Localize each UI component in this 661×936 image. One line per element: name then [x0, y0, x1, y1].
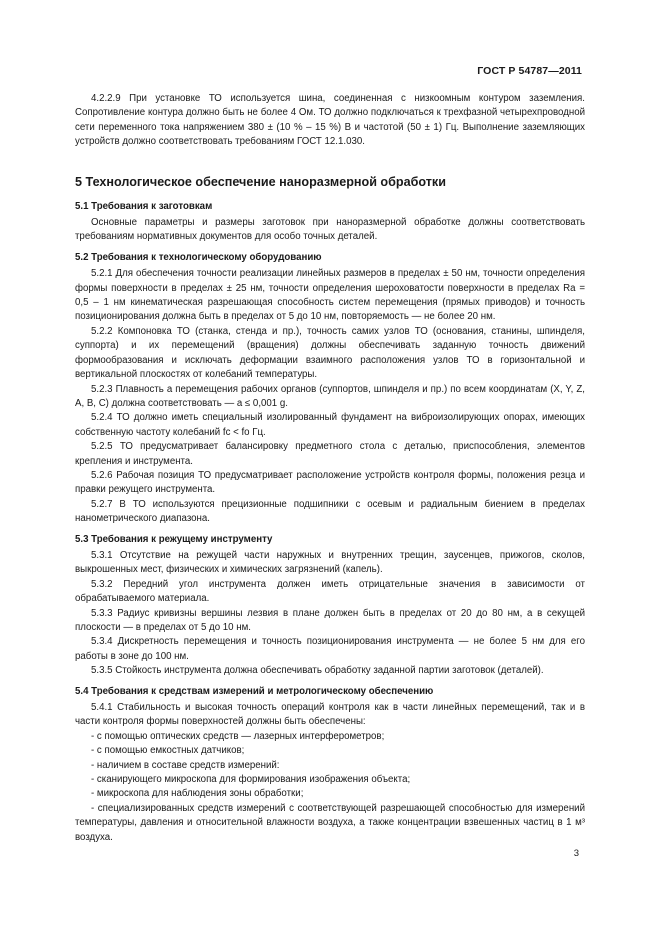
list-item: - наличием в составе средств измерений: [91, 759, 280, 771]
paragraph-5-2-1: 5.2.1 Для обеспечения точности реализации линейных размеров в пределах ± 50 нм, точности определения формы поверхности в пределах ± 25 нм, точности определения шероховатости поверхности в пределах Ra = 0,5 – 1 нм кинематическая разрешающая способность систем перемещения (прямых приводов) и точность позиционирования должна быть в пределах от 5 до 10 нм, повторяемость — не более 20 нм. [75, 268, 585, 323]
page-number: 3 [573, 848, 579, 859]
section-5-4-title: 5.4 Требования к средствам измерений и метрологическому обеспечению [75, 685, 434, 697]
paragraph-5-2-5: 5.2.5 ТО предусматривает балансировку предметного стола с деталью, приспособления, элементов крепления и инструмента. [75, 441, 585, 467]
list-item: - специализированных средств измерений с соответствующей разрешающей способностью для измерений температуры, давления и относительной влажности воздуха, а также концентрации взвешенных частиц в 1 м³ воздуха. [75, 802, 585, 843]
paragraph-5-4-1: 5.4.1 Стабильность и высокая точность операций контроля как в части линейных перемещений, так и в части контроля формы поверхностей должны быть обеспечены: [75, 702, 585, 728]
paragraph-5-3-3: 5.3.3 Радиус кривизны вершины лезвия в плане должен быть в пределах от 20 до 80 нм, а в секущей плоскости — в пределах от 5 до 10 нм. [75, 607, 585, 633]
list-item: - с помощью емкостных датчиков; [91, 745, 245, 757]
paragraph-5-2-7: 5.2.7 В ТО используются прецизионные подшипники с осевым и радиальным биением в пределах нанометрического диапазона. [75, 498, 585, 525]
paragraph-5-3-2: 5.3.2 Передний угол инструмента должен иметь отрицательные значения в зависимости от обрабатываемого материала. [75, 578, 585, 605]
paragraph-5-3-5: 5.3.5 Стойкость инструмента должна обеспечивать обработку заданной партии заготовок (деталей). [91, 665, 544, 677]
section-5-2-title: 5.2 Требования к технологическому оборудованию [75, 251, 322, 263]
list-item: - микроскопа для наблюдения зоны обработки; [91, 788, 304, 800]
paragraph-5-2-6: 5.2.6 Рабочая позиция ТО предусматривает расположение устройств контроля формы, положения резца и правки режущего инструмента. [75, 469, 585, 496]
document-body [75, 92, 585, 845]
section-5-title: 5 Технологическое обеспечение наноразмерной обработки [75, 174, 446, 189]
paragraph-5-3-1: 5.3.1 Отсутствие на режущей части наружных и внутренних трещин, заусенцев, прижогов, сколов, выкрошенных мест, физических и химических загрязнений (капель). [75, 549, 585, 576]
list-item: - с помощью оптических средств — лазерных интерферометров; [91, 730, 385, 742]
paragraph-5-2-2: 5.2.2 Компоновка ТО (станка, стенда и пр.), точность самих узлов ТО (основания, станины, шпинделя, суппорта) и их перемещений (вращения) должны обеспечивать заданную точность движений формообразования и исключать деформации взаимного расположения узлов ТО в горизонтальной и вертикальной плоскостях от колебаний температуры. [75, 325, 585, 381]
paragraph-5-2-4: 5.2.4 ТО должно иметь специальный изолированный фундамент на виброизолирующих опорах, имеющих собственную частоту колебаний fс < fо Гц. [75, 412, 585, 438]
section-5-1-title: 5.1 Требования к заготовкам [75, 200, 213, 212]
document-header: ГОСТ Р 54787—2011 [477, 65, 582, 77]
paragraph-5-1: Основные параметры и размеры заготовок при наноразмерной обработке должны соответствовать требованиям нормативных документов для особо точных деталей. [75, 217, 585, 243]
paragraph-5-3-4: 5.3.4 Дискретность перемещения и точность позиционирования инструмента — не более 5 нм для его работы в зоне до 100 нм. [75, 636, 585, 662]
paragraph-4-2-2-9: 4.2.2.9 При установке ТО используется шина, соединенная с низкоомным контуром заземления. Сопротивление контура должно быть не более 4 Ом. ТО должно подключаться к трехфазной четырехпроводной сети переменного тока напряжением 380 ± (10 % – 15 %) В и частотой (50 ± 1) Гц. Выполнение заземляющих устройств должно соответствовать требованиям ГОСТ 12.1.030. [75, 93, 585, 148]
section-5-3-title: 5.3 Требования к режущему инструменту [75, 533, 273, 545]
list-item: - сканирующего микроскопа для формирования изображения объекта; [91, 774, 411, 786]
paragraph-5-2-3: 5.2.3 Плавность a перемещения рабочих органов (суппортов, шпинделя и пр.) по всем координатам (X, Y, Z, A, B, C) должна соответствовать — a ≤ 0,001 g. [75, 383, 585, 409]
